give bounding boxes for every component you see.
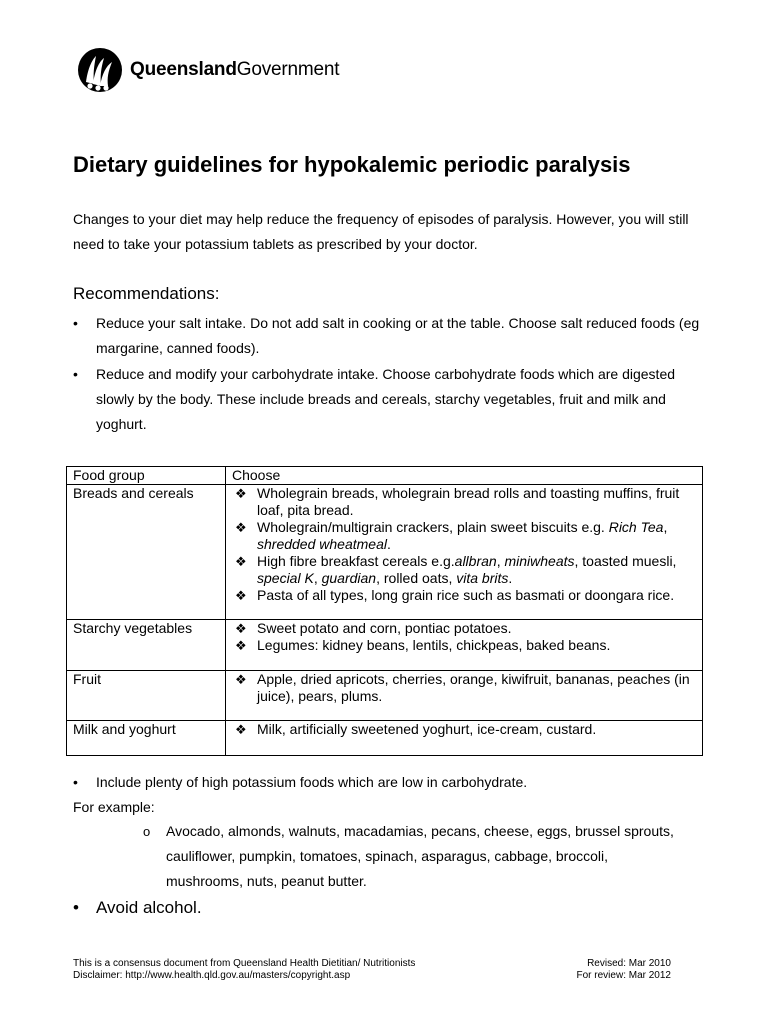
choose-item (232, 671, 696, 705)
choose-text: High fibre breakfast cereals e.g. (257, 553, 455, 569)
choose-text-italic: Rich Tea (608, 519, 664, 535)
diamond-bullet-icon: ❖ (235, 638, 247, 653)
table-row (67, 721, 703, 756)
choose-text: Wholegrain breads, wholegrain bread rolls and toasting muffins, fruit loaf, pita bread. (257, 485, 680, 518)
choose-text: . (386, 536, 391, 552)
diamond-bullet-icon: ❖ (235, 486, 247, 501)
example-list (143, 819, 683, 894)
choose-item (232, 519, 696, 553)
alcohol-section (73, 898, 202, 918)
choose-cell (226, 620, 703, 671)
choose-text-italic: special K (257, 570, 314, 586)
choose-item (232, 553, 696, 587)
choose-list (232, 671, 696, 705)
footer-right (577, 958, 671, 982)
choose-text: Milk, artificially sweetened yoghurt, ice-cream, custard. (257, 721, 597, 737)
header-food-group: Food group (67, 467, 226, 485)
table-row (67, 671, 703, 721)
choose-item (232, 721, 696, 738)
food-group-cell: Fruit (67, 671, 226, 721)
diamond-bullet-icon: ❖ (235, 722, 247, 737)
choose-text-italic: guardian (321, 570, 377, 586)
diamond-bullet-icon: ❖ (235, 554, 247, 569)
diamond-bullet-icon: ❖ (235, 520, 247, 535)
choose-text-italic: shredded wheatmeal (257, 536, 387, 552)
choose-text-italic: vita brits (456, 570, 509, 586)
food-group-table (66, 466, 703, 756)
recommendations-heading: Recommendations: (73, 284, 220, 303)
choose-text: , (663, 519, 668, 535)
choose-cell (226, 671, 703, 721)
logo-suffix: Government (236, 59, 340, 80)
choose-text: Pasta of all types, long grain rice such as basmati or doongara rice. (257, 587, 675, 603)
recommendations-list (73, 311, 703, 438)
choose-list (232, 721, 696, 738)
food-group-cell: Starchy vegetables (67, 620, 226, 671)
choose-text: Sweet potato and corn, pontiac potatoes. (257, 620, 512, 636)
diamond-bullet-icon: ❖ (235, 621, 247, 636)
choose-text: , rolled oats, (376, 570, 457, 586)
choose-text-italic: miniwheats (504, 553, 575, 569)
choose-item (232, 587, 696, 604)
page-title: Dietary guidelines for hypokalemic periodic paralysis (73, 152, 631, 177)
potassium-bullet: • Include plenty of high potassium foods which are low in carbohydrate. (73, 770, 703, 795)
choose-text: , toasted muesli, (574, 553, 677, 569)
footer-left (73, 958, 415, 982)
recommendation-item: • Reduce your salt intake. Do not add salt in cooking or at the table. Choose salt reduced foods (eg margarine, canned foods). (73, 311, 703, 361)
logo-brand: Queensland (130, 59, 237, 80)
example-label: For example: (73, 799, 155, 815)
footer-revised: Revised: Mar 2010 (587, 958, 671, 969)
potassium-section (73, 770, 703, 820)
choose-text: Wholegrain/multigrain crackers, plain sweet biscuits e.g. (257, 519, 609, 535)
intro-paragraph: Changes to your diet may help reduce the frequency of episodes of paralysis. However, you will still need to take your potassium tablets as prescribed by your doctor. (73, 211, 689, 252)
diamond-bullet-icon: ❖ (235, 672, 247, 687)
queensland-crest-icon (76, 46, 124, 94)
choose-cell (226, 721, 703, 756)
footer-disclaimer: Disclaimer: http://www.health.qld.gov.au/masters/copyright.asp (73, 970, 351, 981)
choose-text: , (496, 553, 505, 569)
footer-consensus: This is a consensus document from Queensland Health Dietitian/ Nutritionists (73, 958, 416, 969)
table-row (67, 620, 703, 671)
table-header-row (67, 467, 703, 485)
choose-list (232, 620, 696, 654)
queensland-government-logo (76, 44, 339, 96)
choose-text: , (313, 570, 322, 586)
example-item: o Avocado, almonds, walnuts, macadamias, pecans, cheese, eggs, brussel sprouts, cauliflower, pumpkin, tomatoes, spinach, asparagus, cabbage, broccoli, mushrooms, nuts, peanut butter. (143, 819, 683, 894)
alcohol-bullet: • Avoid alcohol. (73, 898, 202, 918)
choose-item (232, 485, 696, 519)
choose-item (232, 637, 696, 654)
recommendation-item: • Reduce and modify your carbohydrate intake. Choose carbohydrate foods which are digested slowly by the body. These include breads and cereals, starchy vegetables, fruit and milk and yoghurt. (73, 362, 703, 437)
footer-review: For review: Mar 2012 (576, 970, 671, 981)
header-choose: Choose (226, 467, 703, 485)
logo-text (130, 59, 339, 81)
food-group-cell: Breads and cereals (67, 485, 226, 620)
choose-text: Apple, dried apricots, cherries, orange, kiwifruit, bananas, peaches (in juice), pears, plums. (257, 671, 690, 704)
choose-text: . (508, 570, 513, 586)
diamond-bullet-icon: ❖ (235, 588, 247, 603)
choose-item (232, 620, 696, 637)
choose-text-italic: allbran (454, 553, 497, 569)
choose-list (232, 485, 696, 604)
food-group-cell: Milk and yoghurt (67, 721, 226, 756)
choose-text: Legumes: kidney beans, lentils, chickpeas, baked beans. (257, 637, 611, 653)
table-row (67, 485, 703, 620)
choose-cell (226, 485, 703, 620)
